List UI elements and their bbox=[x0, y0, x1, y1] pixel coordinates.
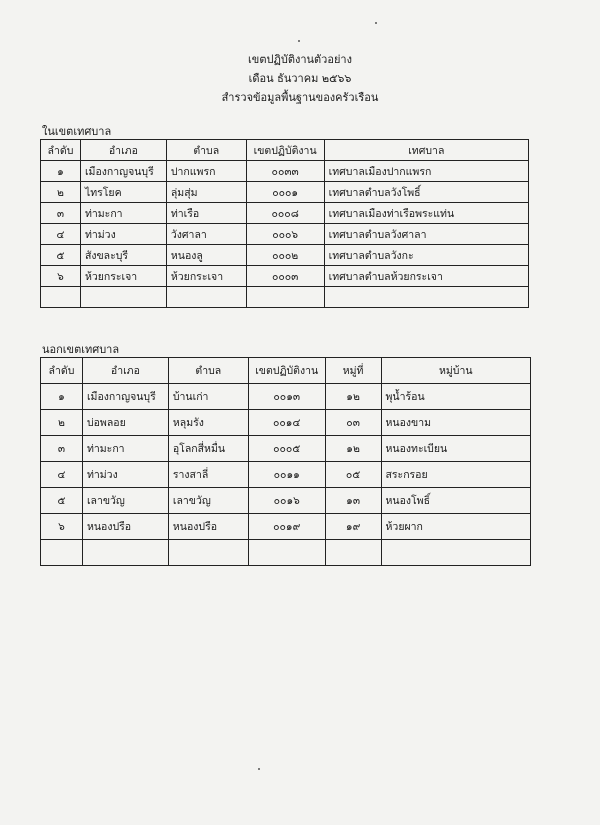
non-municipal-table bbox=[40, 357, 531, 566]
table-row bbox=[41, 224, 529, 245]
table-row bbox=[41, 161, 529, 182]
cell-work-area: ๐๐๑๖ bbox=[248, 488, 325, 514]
table-row bbox=[41, 245, 529, 266]
table-row bbox=[41, 488, 531, 514]
cell-order: ๕ bbox=[41, 245, 81, 266]
cell-order: ๔ bbox=[41, 224, 81, 245]
header-work-area: เขตปฏิบัติงาน bbox=[246, 140, 324, 161]
cell-municipality: เทศบาลเมืองท่าเรือพระแท่น bbox=[324, 203, 528, 224]
cell-municipality: เทศบาลตำบลห้วยกระเจา bbox=[324, 266, 528, 287]
cell-order: ๑ bbox=[41, 384, 83, 410]
cell-work-area: ๐๐๐๓ bbox=[246, 266, 324, 287]
scan-speck bbox=[258, 768, 260, 770]
header-village-no: หมู่ที่ bbox=[325, 358, 381, 384]
cell-village: พุน้ำร้อน bbox=[381, 384, 531, 410]
cell-municipality: เทศบาลเมืองปากแพรก bbox=[324, 161, 528, 182]
title-line-1: เขตปฏิบัติงานตัวอย่าง bbox=[248, 53, 352, 66]
cell-district: ท่าม่วง bbox=[82, 462, 168, 488]
header-district: อำเภอ bbox=[80, 140, 166, 161]
cell-subdistrict: ลุ่มสุ่ม bbox=[166, 182, 246, 203]
cell-village-no: ๑๓ bbox=[325, 488, 381, 514]
cell-district: ท่ามะกา bbox=[82, 436, 168, 462]
table-header-row bbox=[41, 358, 531, 384]
cell-subdistrict: หนองปรือ bbox=[168, 514, 248, 540]
cell-empty bbox=[41, 540, 83, 566]
cell-work-area: ๐๐๑๙ bbox=[248, 514, 325, 540]
cell-work-area: ๐๐๐๘ bbox=[246, 203, 324, 224]
cell-subdistrict: ท่าเรือ bbox=[166, 203, 246, 224]
cell-village: หนองทะเบียน bbox=[381, 436, 531, 462]
header-subdistrict: ตำบล bbox=[168, 358, 248, 384]
cell-work-area: ๐๐๑๔ bbox=[248, 410, 325, 436]
cell-empty bbox=[325, 540, 381, 566]
cell-order: ๓ bbox=[41, 436, 83, 462]
table-row-empty bbox=[41, 287, 529, 308]
cell-municipality: เทศบาลตำบลวังกะ bbox=[324, 245, 528, 266]
cell-order: ๓ bbox=[41, 203, 81, 224]
cell-village-no: ๐๓ bbox=[325, 410, 381, 436]
cell-order: ๒ bbox=[41, 410, 83, 436]
cell-empty bbox=[324, 287, 528, 308]
scan-speck bbox=[298, 40, 300, 42]
cell-district: ท่ามะกา bbox=[80, 203, 166, 224]
cell-village-no: ๑๙ bbox=[325, 514, 381, 540]
cell-village: หนองขาม bbox=[381, 410, 531, 436]
cell-empty bbox=[82, 540, 168, 566]
cell-subdistrict: วังศาลา bbox=[166, 224, 246, 245]
cell-subdistrict: หนองลู bbox=[166, 245, 246, 266]
cell-subdistrict: หลุมรัง bbox=[168, 410, 248, 436]
cell-work-area: ๐๐๐๒ bbox=[246, 245, 324, 266]
cell-subdistrict: บ้านเก่า bbox=[168, 384, 248, 410]
cell-district: ห้วยกระเจา bbox=[80, 266, 166, 287]
cell-district: หนองปรือ bbox=[82, 514, 168, 540]
cell-work-area: ๐๐๑๑ bbox=[248, 462, 325, 488]
table-row bbox=[41, 436, 531, 462]
cell-work-area: ๐๐๐๕ bbox=[248, 436, 325, 462]
cell-municipality: เทศบาลตำบลวังโพธิ์ bbox=[324, 182, 528, 203]
cell-order: ๖ bbox=[41, 266, 81, 287]
table-row bbox=[41, 410, 531, 436]
table-row bbox=[41, 182, 529, 203]
cell-empty bbox=[248, 540, 325, 566]
header-order: ลำดับ bbox=[41, 140, 81, 161]
cell-district: สังขละบุรี bbox=[80, 245, 166, 266]
table-row-empty bbox=[41, 540, 531, 566]
cell-village-no: ๑๒ bbox=[325, 384, 381, 410]
municipal-section-label: ในเขตเทศบาล bbox=[42, 125, 112, 138]
cell-subdistrict: รางสาลี่ bbox=[168, 462, 248, 488]
table-header-row bbox=[41, 140, 529, 161]
cell-empty bbox=[381, 540, 531, 566]
municipal-table bbox=[40, 139, 529, 308]
cell-district: เมืองกาญจนบุรี bbox=[80, 161, 166, 182]
cell-district: เลาขวัญ bbox=[82, 488, 168, 514]
table-row bbox=[41, 266, 529, 287]
cell-subdistrict: เลาขวัญ bbox=[168, 488, 248, 514]
cell-district: ไทรโยค bbox=[80, 182, 166, 203]
cell-empty bbox=[246, 287, 324, 308]
cell-municipality: เทศบาลตำบลวังศาลา bbox=[324, 224, 528, 245]
cell-village: สระกรอย bbox=[381, 462, 531, 488]
cell-district: ท่าม่วง bbox=[80, 224, 166, 245]
cell-empty bbox=[41, 287, 81, 308]
table-row bbox=[41, 462, 531, 488]
header-district: อำเภอ bbox=[82, 358, 168, 384]
cell-order: ๑ bbox=[41, 161, 81, 182]
header-subdistrict: ตำบล bbox=[166, 140, 246, 161]
cell-village-no: ๑๒ bbox=[325, 436, 381, 462]
cell-subdistrict: ห้วยกระเจา bbox=[166, 266, 246, 287]
header-order: ลำดับ bbox=[41, 358, 83, 384]
table-row bbox=[41, 203, 529, 224]
cell-empty bbox=[80, 287, 166, 308]
title-line-2: เดือน ธันวาคม ๒๕๖๖ bbox=[248, 72, 352, 85]
header-municipality: เทศบาล bbox=[324, 140, 528, 161]
cell-work-area: ๐๐๐๑ bbox=[246, 182, 324, 203]
table-row bbox=[41, 384, 531, 410]
cell-village: ห้วยผาก bbox=[381, 514, 531, 540]
cell-empty bbox=[168, 540, 248, 566]
cell-district: เมืองกาญจนบุรี bbox=[82, 384, 168, 410]
cell-order: ๕ bbox=[41, 488, 83, 514]
cell-subdistrict: ปากแพรก bbox=[166, 161, 246, 182]
cell-work-area: ๐๐๓๓ bbox=[246, 161, 324, 182]
cell-empty bbox=[166, 287, 246, 308]
cell-order: ๖ bbox=[41, 514, 83, 540]
cell-village-no: ๐๕ bbox=[325, 462, 381, 488]
table-row bbox=[41, 514, 531, 540]
cell-village: หนองโพธิ์ bbox=[381, 488, 531, 514]
cell-district: บ่อพลอย bbox=[82, 410, 168, 436]
non-municipal-section-label: นอกเขตเทศบาล bbox=[42, 343, 120, 356]
header-work-area: เขตปฏิบัติงาน bbox=[248, 358, 325, 384]
cell-order: ๔ bbox=[41, 462, 83, 488]
title-line-3: สำรวจข้อมูลพื้นฐานของครัวเรือน bbox=[221, 91, 379, 104]
header-village: หมู่บ้าน bbox=[381, 358, 531, 384]
cell-work-area: ๐๐๑๓ bbox=[248, 384, 325, 410]
document-title bbox=[0, 50, 600, 107]
cell-subdistrict: อุโลกสี่หมื่น bbox=[168, 436, 248, 462]
cell-order: ๒ bbox=[41, 182, 81, 203]
scan-speck bbox=[375, 22, 377, 24]
cell-work-area: ๐๐๐๖ bbox=[246, 224, 324, 245]
